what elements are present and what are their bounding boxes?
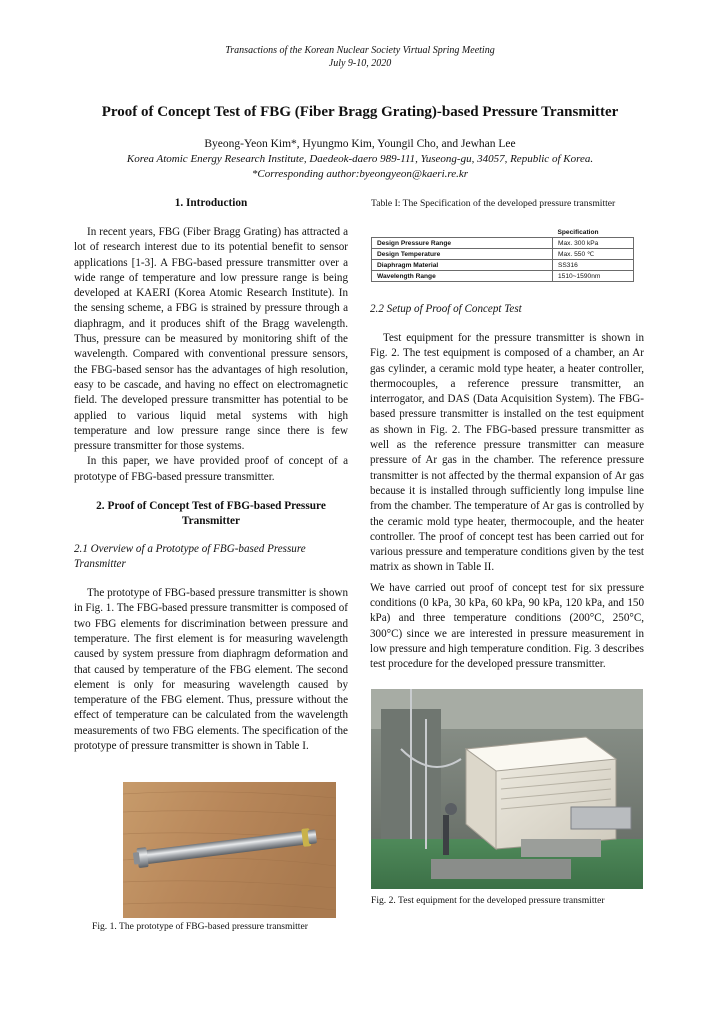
table-row — [372, 249, 634, 260]
table-row — [372, 238, 634, 249]
table-cell-label: Diaphragm Material — [372, 260, 553, 271]
right-column — [370, 302, 644, 673]
subsection-2-2-paragraph-2: We have carried out proof of concept test for six pressure conditions (0 kPa, 30 kPa, 60 kPa, 90 kPa, 120 kPa, and 150 kPa) and three temperature conditions (200°C, 250°C, 300°C) since we are interested in pressure measurement in low pressure and high temperature condition. Fig. 3 describes test procedure for the developed pressure transmitter. — [370, 581, 644, 671]
test-equipment-image — [371, 689, 643, 889]
subsection-2-2-paragraph-1: Test equipment for the pressure transmitter is shown in Fig. 2. The test equipment is composed of a chamber, an Ar gas cylinder, a ceramic mold type heater, a heater controller, thermocouples, a reference pressure transmitter, an interrogator, and DAS (Data Acquisition System). The FBG-based pressure transmitter is installed on the test equipment as shown in Fig. 2. The FBG-based pressure transmitter as well as the reference pressure transmitter can measure pressure of Ar gas in the chamber. The reference pressure transmitter is not affected by the thermal expansion of Ar gas because it is installed through sufficiently long impulse line from the chamber. The temperature of Ar gas is controlled by the ceramic mold type heater, thermocouple, and the heater controller. The proof of concept test has been carried out for various pressure and temperature conditions given by the test matrix as shown in Table II. — [370, 332, 644, 574]
conference-name: Transactions of the Korean Nuclear Society Virtual Spring Meeting — [225, 45, 495, 56]
author-list: Byeong-Yeon Kim*, Hyungmo Kim, Youngil Cho, and Jewhan Lee — [204, 138, 516, 150]
section-heading-2: 2. Proof of Concept Test of FBG-based Pressure Transmitter — [96, 500, 326, 528]
fig1-photo — [123, 782, 336, 918]
table-row — [372, 260, 634, 271]
table1 — [371, 227, 634, 282]
running-header — [0, 45, 720, 69]
subsection-heading-2-2: 2.2 Setup of Proof of Concept Test — [370, 303, 522, 315]
table-row — [372, 271, 634, 282]
prototype-transmitter-image — [123, 782, 336, 918]
fig2-photo — [371, 689, 643, 889]
table-cell-value: Max. 550 ℃ — [553, 249, 634, 260]
table1-caption: Table I: The Specification of the developed pressure transmitter — [371, 198, 616, 209]
section-heading-introduction: 1. Introduction — [174, 197, 248, 209]
corresponding-author: *Corresponding author:byeongyeon@kaeri.re.kr — [251, 168, 469, 180]
table-cell-label: Wavelength Range — [372, 271, 553, 282]
table-cell-value: 1510~1590nm — [553, 271, 634, 282]
left-column — [74, 196, 348, 754]
subsection-heading-2-1: 2.1 Overview of a Prototype of FBG-based Pressure Transmitter — [74, 543, 306, 571]
paper-title: Proof of Concept Test of FBG (Fiber Bragg Grating)-based Pressure Transmitter — [101, 104, 619, 120]
table-cell-label: Design Temperature — [372, 249, 553, 260]
subsection-2-1-paragraph: The prototype of FBG-based pressure transmitter is shown in Fig. 1. The FBG-based pressure transmitter is composed of two FBG elements for discrimination between pressure and temperature. The first element is for measuring wavelength caused by system pressure from diaphragm deformation and that caused by temperature of the FBG element. The second element is only for measuring wavelength caused by temperature of the FBG element. Thus, pressure without the effect of temperature can be calculated from the wavelength measurements of two FBG elements. The specification of the prototype of pressure transmitter is shown in Table I. — [74, 587, 348, 753]
fig2-caption: Fig. 2. Test equipment for the developed pressure transmitter — [371, 895, 605, 906]
table-column-header: Specification — [553, 227, 634, 238]
table-cell-label: Design Pressure Range — [372, 238, 553, 249]
table-cell-value: SS316 — [553, 260, 634, 271]
table-cell-value: Max. 300 kPa — [553, 238, 634, 249]
fig1-caption: Fig. 1. The prototype of FBG-based pressure transmitter — [92, 921, 308, 932]
affiliation: Korea Atomic Energy Research Institute, Daedeok-daero 989-111, Yuseong-gu, 34057, Republic of Korea. — [126, 153, 594, 165]
intro-paragraph-2: In this paper, we have provided proof of concept of a prototype of FBG-based pressure transmitter. — [74, 455, 348, 483]
conference-date: July 9-10, 2020 — [328, 58, 392, 69]
intro-paragraph-1: In recent years, FBG (Fiber Bragg Grating) has attracted a lot of research interest due to its potential benefit to sensor applications [1-3]. A FBG-based pressure transmitter over a wide range of temperature and low pressure range is being developed at KAERI (Korea Atomic Research Institute). In the sensing scheme, a FBG is strained by pressure through a diaphragm, and it produces shift of the Bragg wavelength. Thus, pressure can be measured by monitoring shift of the wavelength. Compared with conventional pressure sensors, the FBG-based sensor has the advantages of high resolution, easy to be cascade, and having no effect on electromagnetic field. The developed pressure transmitter has potential to be applied to various liquid metal systems with high temperature and low pressure range since there is few pressure transmitter for those systems. — [74, 226, 348, 453]
specification-table — [371, 227, 634, 282]
table-header-row — [372, 227, 634, 238]
